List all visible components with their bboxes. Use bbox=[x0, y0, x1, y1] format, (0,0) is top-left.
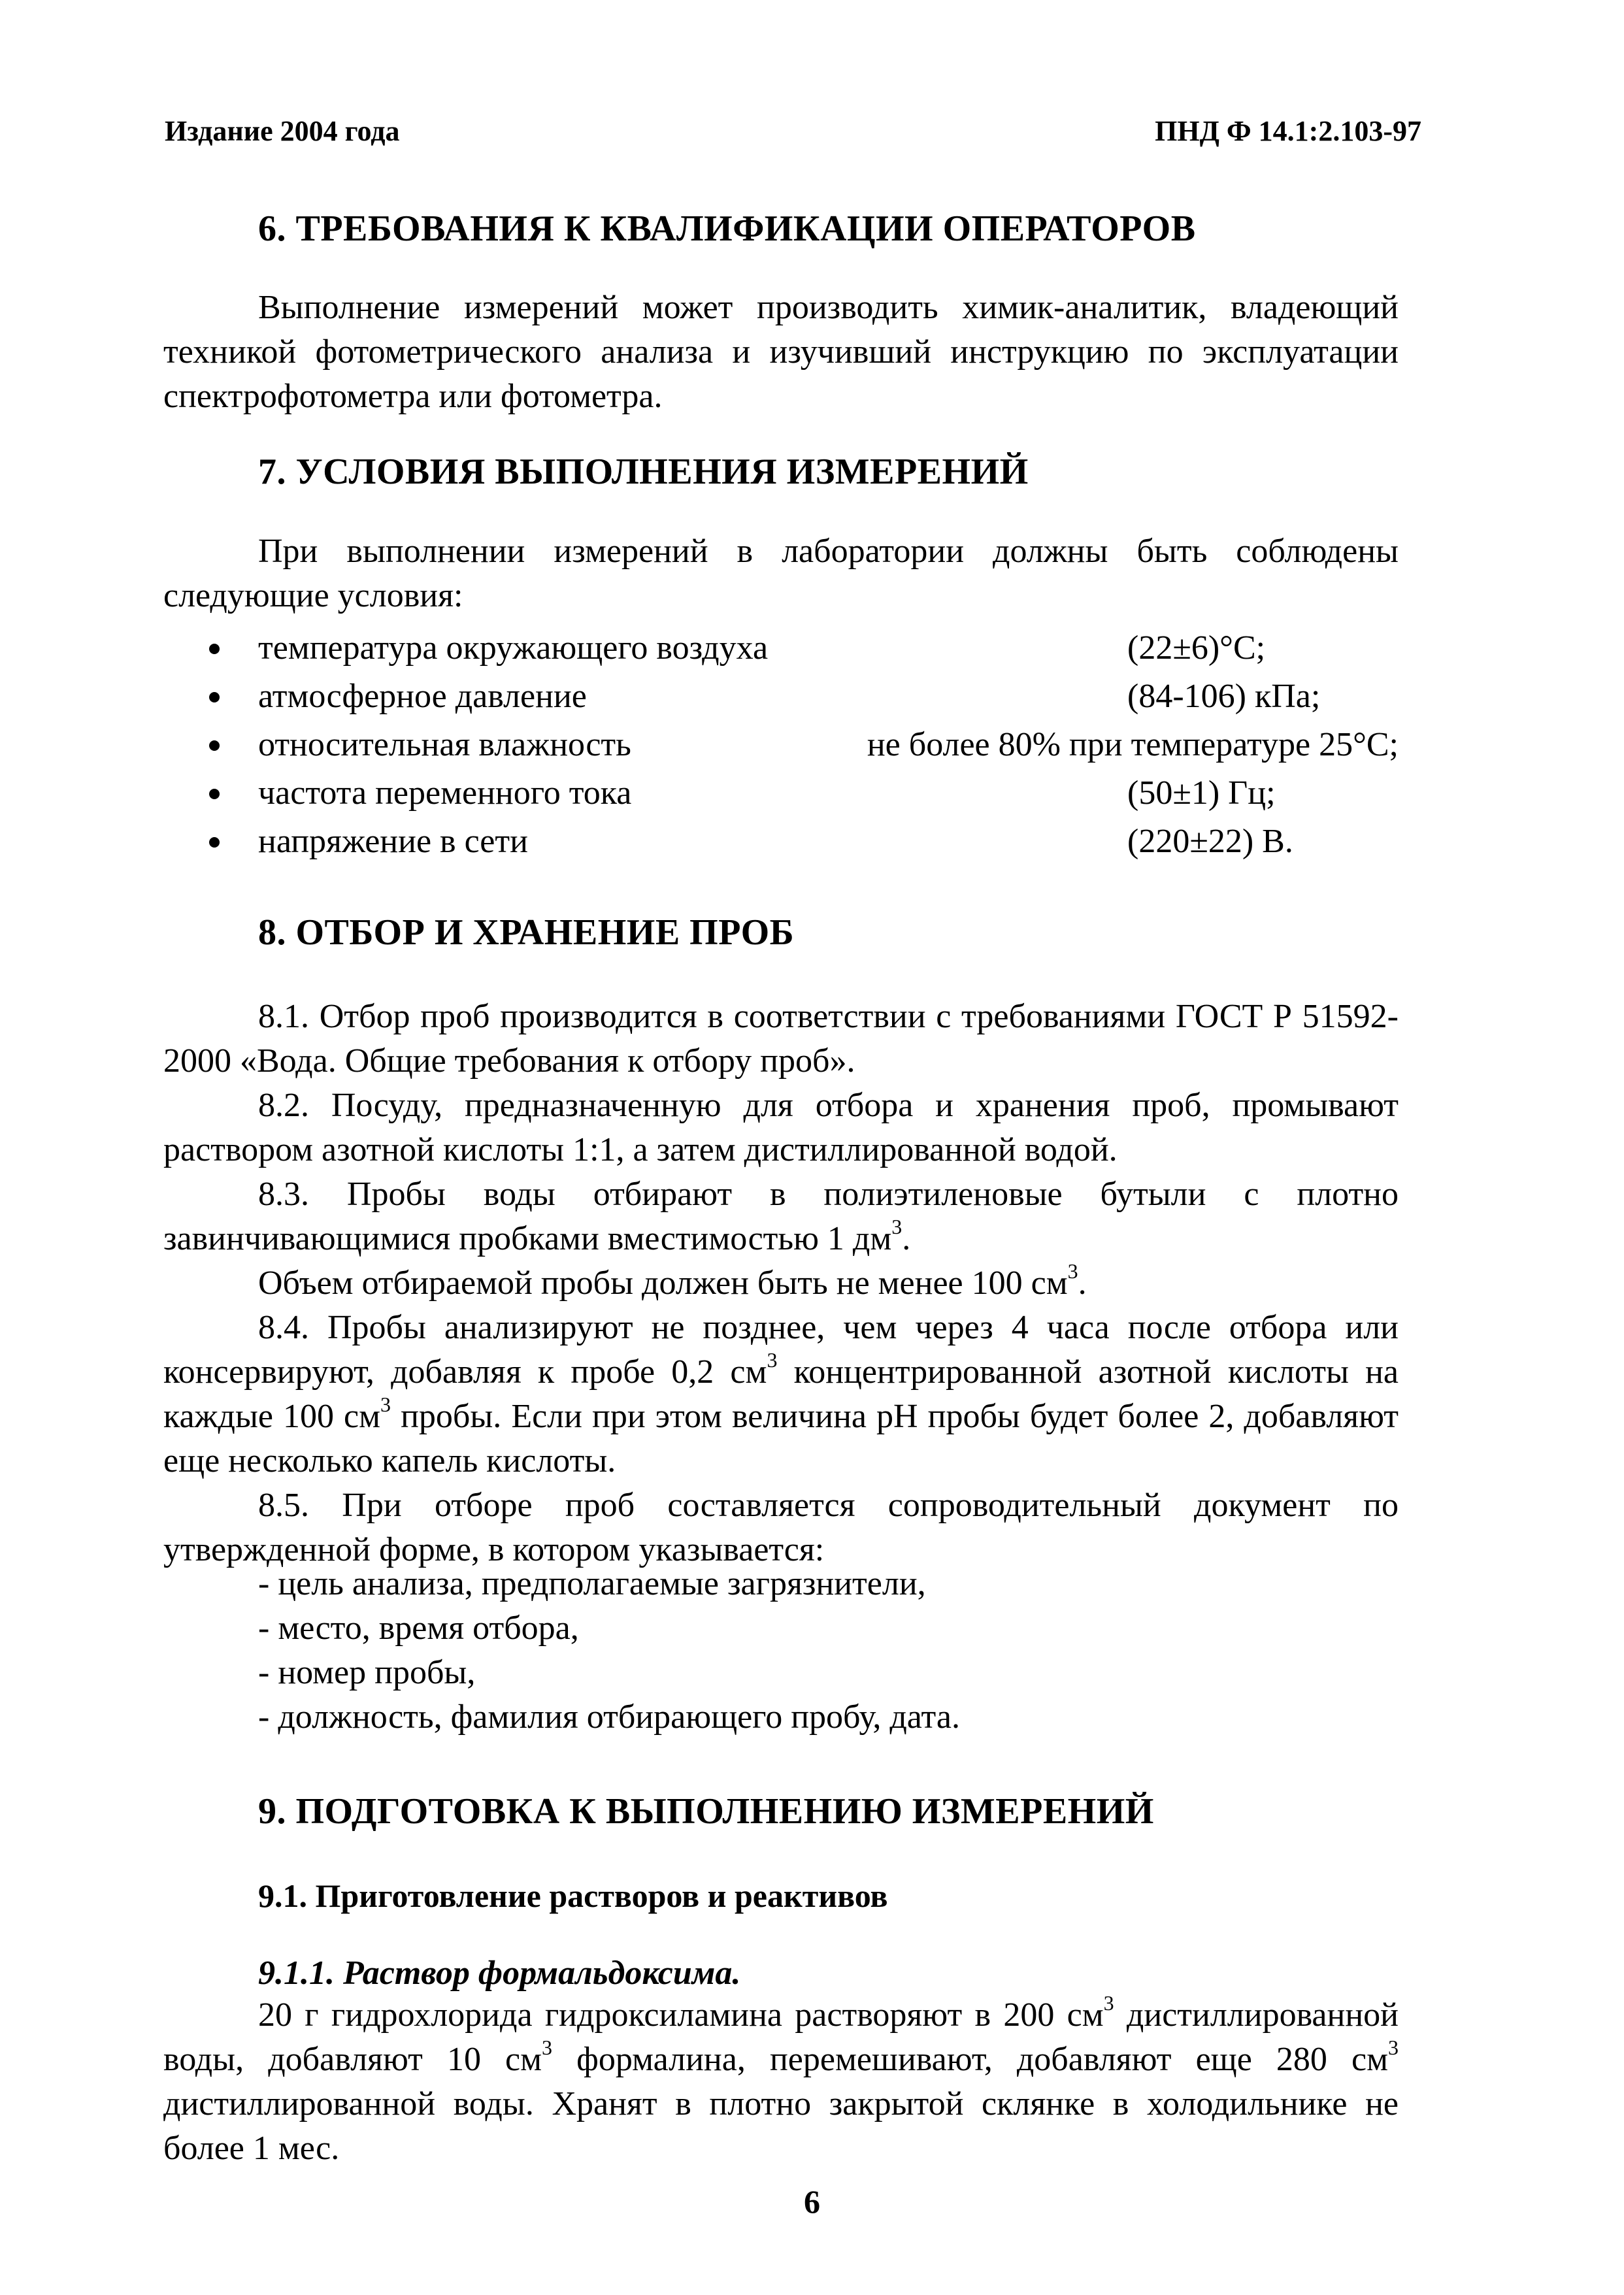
paragraph-part-d: дистиллированной воды. Хранят в плотно закрытой склянке в холодильнике не более 1 мес. bbox=[163, 2085, 1399, 2167]
section-7-intro bbox=[163, 529, 1399, 618]
paragraph-8-3-end: . bbox=[902, 1220, 911, 1257]
section-7-intro-paragraph: При выполнении измерений в лаборатории должны быть соблюдены следующие условия: bbox=[163, 533, 1399, 614]
condition-name: напряжение в сети bbox=[258, 823, 528, 860]
paragraph-part-a: 20 г гидрохлорида гидроксиламина растворяют в 200 см bbox=[258, 1996, 1104, 2034]
condition-row bbox=[163, 769, 1399, 817]
document-fields-list bbox=[258, 1562, 960, 1740]
condition-name: атмосферное давление bbox=[258, 678, 587, 715]
condition-value: не более 80% при температуре 25°С; bbox=[867, 726, 1399, 763]
page-number: 6 bbox=[804, 2183, 820, 2220]
paragraph-8-4-part-a: 8.4. Пробы анализируют не позднее, чем через 4 часа после отбора или консервируют, добавляя к пробе 0,2 см bbox=[163, 1309, 1399, 1391]
section-8-title: 8. ОТБОР И ХРАНЕНИЕ ПРОБ bbox=[258, 912, 795, 953]
superscript: 3 bbox=[542, 2036, 553, 2059]
superscript: 3 bbox=[1067, 1259, 1078, 1283]
paragraph-8-5: 8.5. При отборе проб составляется сопроводительный документ по утвержденной форме, в котором указывается: bbox=[163, 1487, 1399, 1568]
formaldoxime-paragraph bbox=[163, 1993, 1399, 2171]
section-6-title: 6. ТРЕБОВАНИЯ К КВАЛИФИКАЦИИ ОПЕРАТОРОВ bbox=[258, 208, 1196, 249]
paragraph-8-3 bbox=[163, 1172, 1399, 1261]
subsection-9-1-1-title: 9.1.1. Раствор формальдоксима. bbox=[258, 1955, 741, 1992]
subsection-9-1-title: 9.1. Приготовление растворов и реактивов bbox=[258, 1877, 888, 1914]
volume-text-end: . bbox=[1078, 1264, 1087, 1302]
condition-name: температура окружающего воздуха bbox=[258, 629, 769, 667]
list-item: - номер пробы, bbox=[258, 1654, 476, 1691]
section-9-title: 9. ПОДГОТОВКА К ВЫПОЛНЕНИЮ ИЗМЕРЕНИЙ bbox=[258, 1791, 1154, 1832]
section-7-title: 7. УСЛОВИЯ ВЫПОЛНЕНИЯ ИЗМЕРЕНИЙ bbox=[258, 452, 1029, 492]
condition-value: (50±1) Гц; bbox=[1127, 774, 1276, 812]
list-item: - должность, фамилия отбирающего пробу, дата. bbox=[258, 1698, 960, 1736]
list-item: - цель анализа, предполагаемые загрязнители, bbox=[258, 1565, 926, 1602]
condition-value: (22±6)°С; bbox=[1127, 629, 1266, 667]
volume-text: Объем отбираемой пробы должен быть не менее 100 см bbox=[258, 1264, 1068, 1302]
bullet-icon bbox=[209, 740, 220, 751]
condition-row bbox=[163, 817, 1399, 866]
conditions-list bbox=[163, 624, 1399, 866]
paragraph-8-3-text: 8.3. Пробы воды отбирают в полиэтиленовые бутыли с плотно завинчивающимися пробками вместимостью 1 дм bbox=[163, 1176, 1399, 1257]
list-item: - место, время отбора, bbox=[258, 1610, 579, 1647]
paragraph-part-c: формалина, перемешивают, добавляют еще 280 см bbox=[552, 2041, 1388, 2078]
paragraph-8-4 bbox=[163, 1306, 1399, 1483]
bullet-icon bbox=[209, 644, 220, 654]
bullet-icon bbox=[209, 789, 220, 799]
paragraph-8-4-part-c: пробы. Если при этом величина рН пробы будет более 2, добавляют еще несколько капель кислоты. bbox=[163, 1398, 1399, 1479]
section-9-body bbox=[163, 1993, 1399, 2171]
paragraph-8-3-volume bbox=[163, 1261, 1399, 1306]
paragraph-8-4-part-b: концентрированной азотной кислоты на каждые 100 см bbox=[163, 1353, 1399, 1435]
condition-value: (84-106) кПа; bbox=[1127, 678, 1321, 715]
section-8-body bbox=[163, 995, 1399, 1572]
superscript: 3 bbox=[1388, 2036, 1399, 2059]
paragraph-8-2: 8.2. Посуду, предназначенную для отбора и хранения проб, промывают раствором азотной кислоты 1:1, а затем дистиллированной водой. bbox=[163, 1087, 1399, 1168]
section-6-text bbox=[163, 286, 1399, 419]
superscript: 3 bbox=[891, 1215, 903, 1238]
document-code-header: ПНД Ф 14.1:2.103-97 bbox=[1155, 115, 1421, 147]
superscript: 3 bbox=[380, 1393, 391, 1416]
paragraph-8-1: 8.1. Отбор проб производится в соответствии с требованиями ГОСТ Р 51592-2000 «Вода. Общие требования к отбору проб». bbox=[163, 998, 1399, 1080]
condition-value: (220±22) В. bbox=[1127, 823, 1293, 860]
condition-row bbox=[163, 672, 1399, 721]
paragraph-part-b: дистиллированной воды, добавляют 10 см bbox=[163, 1996, 1399, 2078]
bullet-icon bbox=[209, 837, 220, 848]
condition-row bbox=[163, 624, 1399, 672]
condition-name: частота переменного тока bbox=[258, 774, 632, 812]
superscript: 3 bbox=[1103, 1991, 1114, 2015]
condition-name: относительная влажность bbox=[258, 726, 631, 763]
edition-header: Издание 2004 года bbox=[165, 115, 400, 147]
superscript: 3 bbox=[767, 1348, 778, 1372]
bullet-icon bbox=[209, 692, 220, 702]
condition-row bbox=[163, 721, 1399, 769]
section-6-paragraph: Выполнение измерений может производить химик-аналитик, владеющий техникой фотометрического анализа и изучивший инструкцию по эксплуатации спектрофотометра или фотометра. bbox=[163, 289, 1399, 415]
